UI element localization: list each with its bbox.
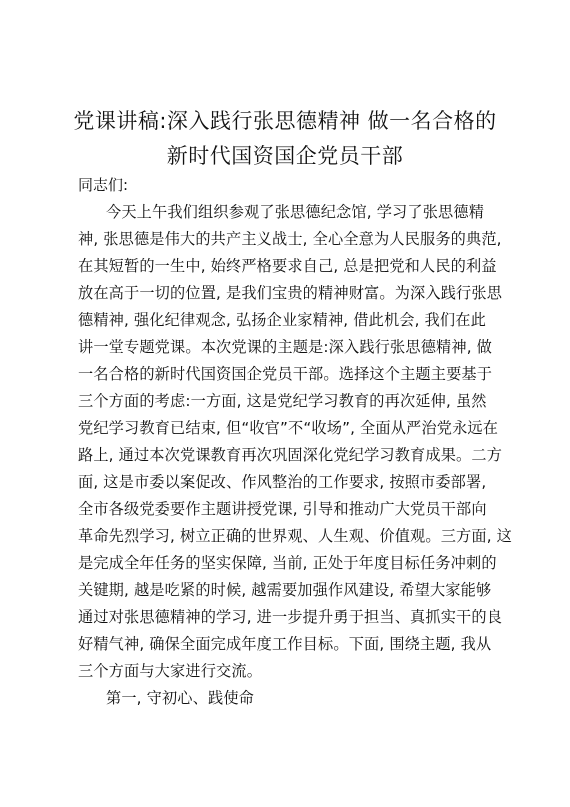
paragraph-line: 三个方面与大家进行交流。: [78, 662, 263, 680]
section-heading: 第一, 守初心、践使命: [106, 689, 254, 707]
paragraph-line: 神, 张思德是伟大的共产主义战士, 全心全意为人民服务的典范,: [78, 230, 502, 248]
paragraph-line: 面, 这是市委以案促改、作风整治的工作要求, 按照市委部署,: [78, 473, 487, 491]
document-title-line-2: 新时代国资国企党员干部: [166, 144, 404, 168]
paragraph-line: 革命先烈学习, 树立正确的世界观、人生观、价值观。三方面, 这: [78, 527, 513, 545]
paragraph-line: 党纪学习教育已结束, 但“收官”不“收场”, 全面从严治党永远在: [78, 419, 499, 437]
paragraph-line: 好精气神, 确保全面完成年度工作目标。下面, 围绕主题, 我从: [78, 635, 492, 653]
salutation: 同志们:: [78, 176, 129, 194]
paragraph-line: 是完成全年任务的坚实保障, 当前, 正处于年度目标任务冲刺的: [78, 554, 497, 572]
paragraph-line: 三个方面的考虑:一方面, 这是党纪学习教育的再次延伸, 虽然: [78, 392, 487, 410]
paragraph-line: 一名合格的新时代国资国企党员干部。选择这个主题主要基于: [78, 365, 493, 383]
paragraph-line: 关键期, 越是吃紧的时候, 越需要加强作风建设, 希望大家能够: [78, 581, 492, 599]
paragraph-line: 在其短暂的一生中, 始终严格要求自己, 总是把党和人民的利益: [78, 257, 497, 275]
paragraph-line: 今天上午我们组织参观了张思德纪念馆, 学习了张思德精: [106, 203, 485, 221]
paragraph-line: 放在高于一切的位置, 是我们宝贵的精神财富。为深入践行张思: [78, 284, 503, 302]
document-title-line-1: 党课讲稿:深入践行张思德精神 做一名合格的: [73, 109, 497, 133]
paragraph-line: 讲一堂专题党课。本次党课的主题是:深入践行张思德精神, 做: [78, 338, 492, 356]
paragraph-line: 全市各级党委要作主题讲授党课, 引导和推动广大党员干部向: [78, 500, 487, 518]
paragraph-line: 路上, 通过本次党课教育再次巩固深化党纪学习教育成果。二方: [78, 446, 503, 464]
paragraph-line: 通过对张思德精神的学习, 进一步提升勇于担当、真抓实干的良: [78, 608, 503, 626]
paragraph-line: 德精神, 强化纪律观念, 弘扬企业家精神, 借此机会, 我们在此: [78, 311, 486, 329]
